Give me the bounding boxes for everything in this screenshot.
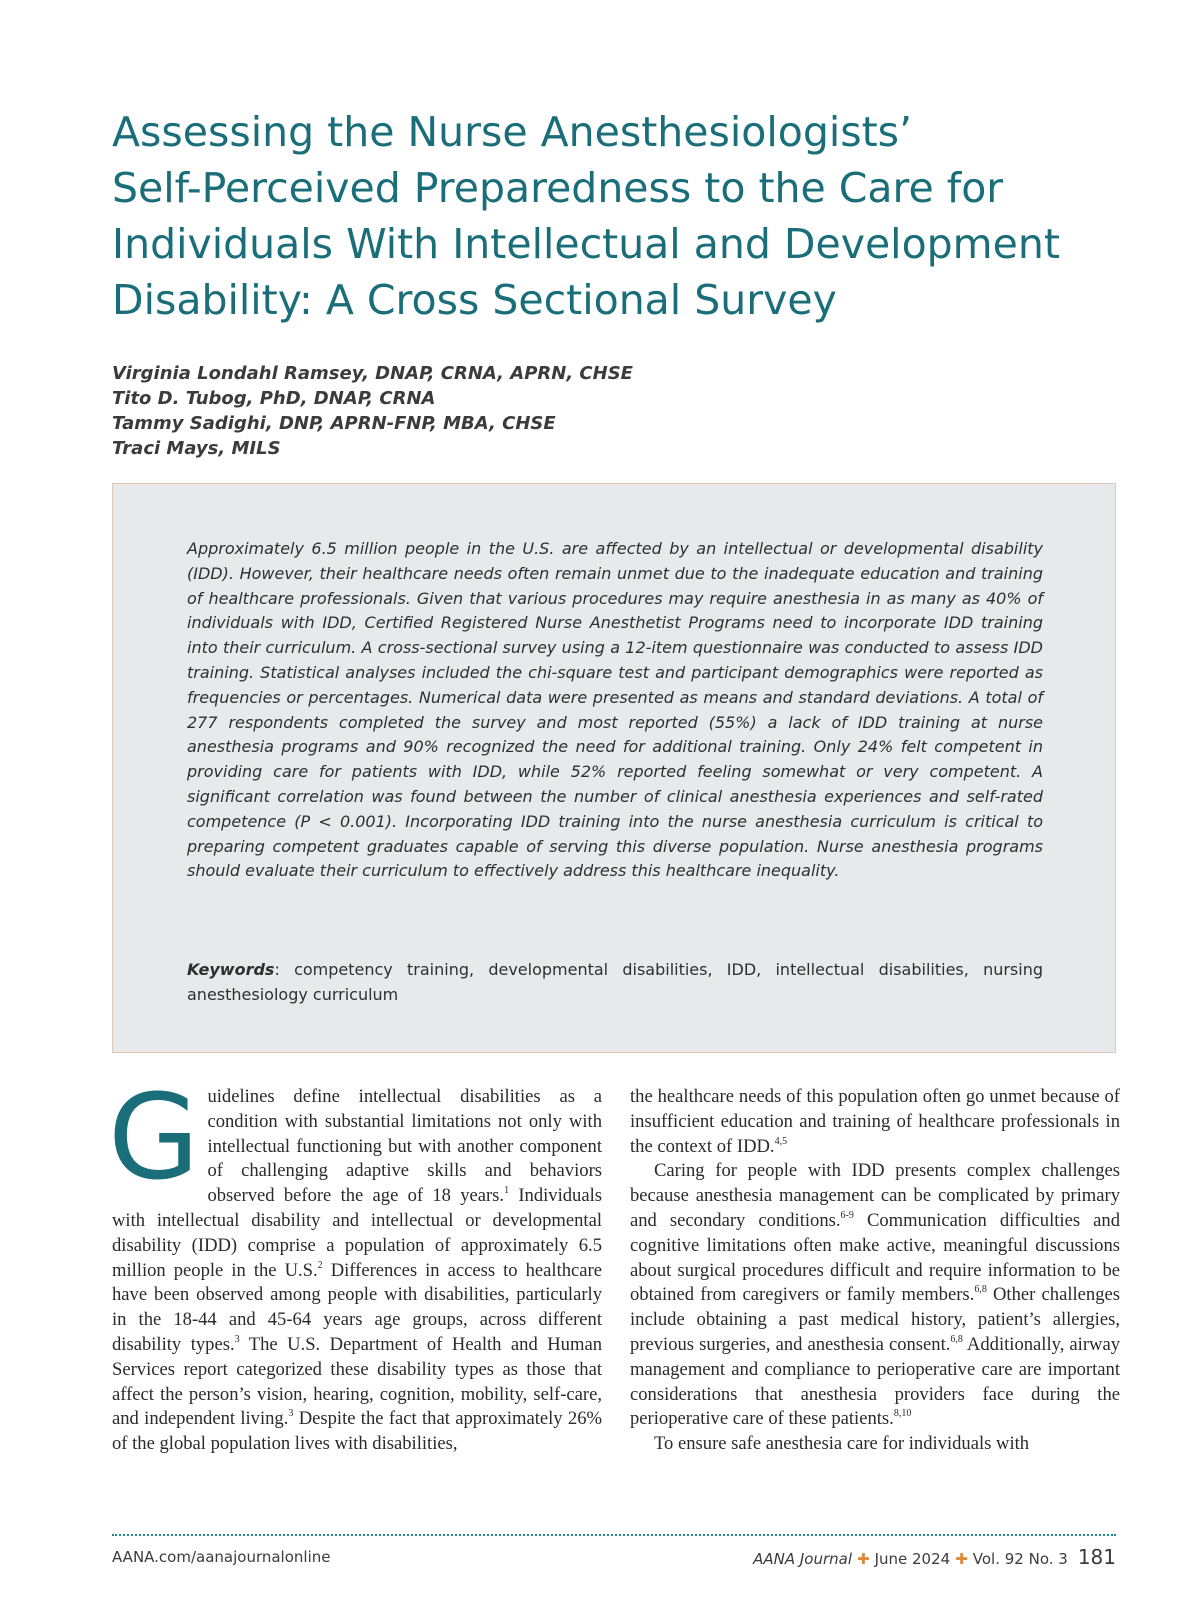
- drop-cap: G: [108, 1068, 200, 1206]
- citation: 2: [317, 1259, 323, 1271]
- body-text: Despite the fact that approximately 26% of the global population lives with disabilities,: [112, 1408, 602, 1455]
- body-text: Other challenges include obtaining a past medical history, patient’s allergies, previous surgeries, and anesthesia consent.: [630, 1284, 1120, 1355]
- citation: 6,8: [950, 1333, 963, 1345]
- abstract-box: [112, 483, 1116, 1053]
- author-name: Traci Mays, MILS: [112, 438, 281, 459]
- volume-issue: Vol. 92 No. 3: [972, 1550, 1068, 1568]
- keywords: [187, 958, 1043, 1008]
- citation: 3: [288, 1408, 294, 1420]
- page-number: 181: [1077, 1545, 1116, 1569]
- citation: 6-9: [840, 1209, 854, 1221]
- title-line: Assessing the Nurse Anesthesiologists’: [112, 108, 913, 156]
- body-text: the healthcare needs of this population often go unmet because of insufficient education and training of healthcare professionals in the context of IDD.: [630, 1086, 1120, 1157]
- plus-separator-icon: ✚: [857, 1550, 870, 1568]
- citation: 8,10: [893, 1408, 912, 1420]
- body-paragraph: [108, 1068, 602, 1457]
- article-title: [112, 104, 1112, 328]
- journal-url[interactable]: AANA.com/aanajournalonline: [112, 1548, 331, 1566]
- author-name: Tammy Sadighi, DNP, APRN-FNP, MBA, CHSE: [112, 413, 556, 434]
- body-paragraph: To ensure safe anesthesia care for individuals with: [654, 1433, 1030, 1455]
- body-text: Communication difficulties and cognitive limitations often make active, meaningful discussions about surgical procedures difficult and require information to be obtained from caregivers or family members.: [630, 1209, 1120, 1306]
- keywords-text: : competency training, developmental disabilities, IDD, intellectual disabilities, nursing anesthesiology curriculum: [187, 960, 1043, 1004]
- journal-citation: [753, 1545, 1116, 1569]
- footer-divider: [112, 1534, 1116, 1536]
- body-text: uidelines define intellectual disabilities as a condition with substantial limitations not only with intellectual functioning but with another component of challenging adaptive skills and behaviors observed before the age of 18 years.: [207, 1086, 602, 1207]
- title-line: Self-Perceived Preparedness to the Care for: [112, 164, 1004, 212]
- journal-name: AANA Journal: [753, 1550, 852, 1568]
- author-name: Tito D. Tubog, PhD, DNAP, CRNA: [112, 388, 436, 409]
- body-paragraph: [630, 1159, 1120, 1432]
- body-paragraph: [630, 1085, 1120, 1159]
- plus-separator-icon: ✚: [955, 1550, 968, 1568]
- abstract-text: Approximately 6.5 million people in the U.S. are affected by an intellectual or developmental disability (IDD). However, their healthcare needs often remain unmet due to the inadequate education and training of healthcare professionals. Given that various procedures may require anesthesia in as many as 40% of individuals with IDD, Certified Registered Nurse Anesthetist Programs need to incorporate IDD training into their curriculum. A cross-sectional survey using a 12-item questionnaire was conducted to assess IDD training. Statistical analyses included the chi-square test and participant demographics were reported as frequencies or percentages. Numerical data were presented as means and standard deviations. A total of 277 respondents completed the survey and most reported (55%) a lack of IDD training at nurse anesthesia programs and 90% recognized the need for additional training. Only 24% felt competent in providing care for patients with IDD, while 52% reported feeling somewhat or very competent. A significant correlation was found between the number of clinical anesthesia experiences and self-rated competence (P < 0.001). Incorporating IDD training into the nurse anesthesia curriculum is critical to preparing competent graduates capable of serving this diverse population. Nurse anesthesia programs should evaluate their curriculum to effectively address this healthcare inequality.: [187, 539, 1043, 881]
- keywords-label: Keywords: [187, 960, 275, 979]
- body-text: Caring for people with IDD presents complex challenges because anesthesia management can be complicated by primary and secondary conditions.: [630, 1160, 1120, 1231]
- title-line: Disability: A Cross Sectional Survey: [112, 276, 837, 324]
- author-list: [112, 361, 633, 461]
- citation: 6,8: [974, 1284, 987, 1296]
- author-name: Virginia Londahl Ramsey, DNAP, CRNA, APRN, CHSE: [112, 363, 633, 384]
- title-line: Individuals With Intellectual and Development: [112, 220, 1060, 268]
- citation: 1: [504, 1185, 510, 1197]
- citation: 4,5: [774, 1135, 788, 1147]
- body-text: Individuals with intellectual disability and intellectual or developmental disability (IDD) comprise a population of approximately 6.5 million people in the U.S.: [112, 1185, 602, 1281]
- issue-date: June 2024: [874, 1550, 951, 1568]
- body-text: Additionally, airway management and compliance to perioperative care are important considerations that anesthesia providers face during the perioperative care of these patients.: [630, 1333, 1120, 1430]
- citation: 3: [234, 1333, 240, 1345]
- body-text: The U.S. Department of Health and Human Services report categorized these disability types as those that affect the person’s vision, hearing, cognition, mobility, self-care, and independent living.: [112, 1333, 602, 1430]
- body-column-left: [108, 1068, 602, 1457]
- body-text: Differences in access to healthcare have been observed among people with disabilities, particularly in the 18-44 and 45-64 years age groups, across different disability types.: [112, 1259, 602, 1355]
- body-column-right: [630, 1085, 1120, 1457]
